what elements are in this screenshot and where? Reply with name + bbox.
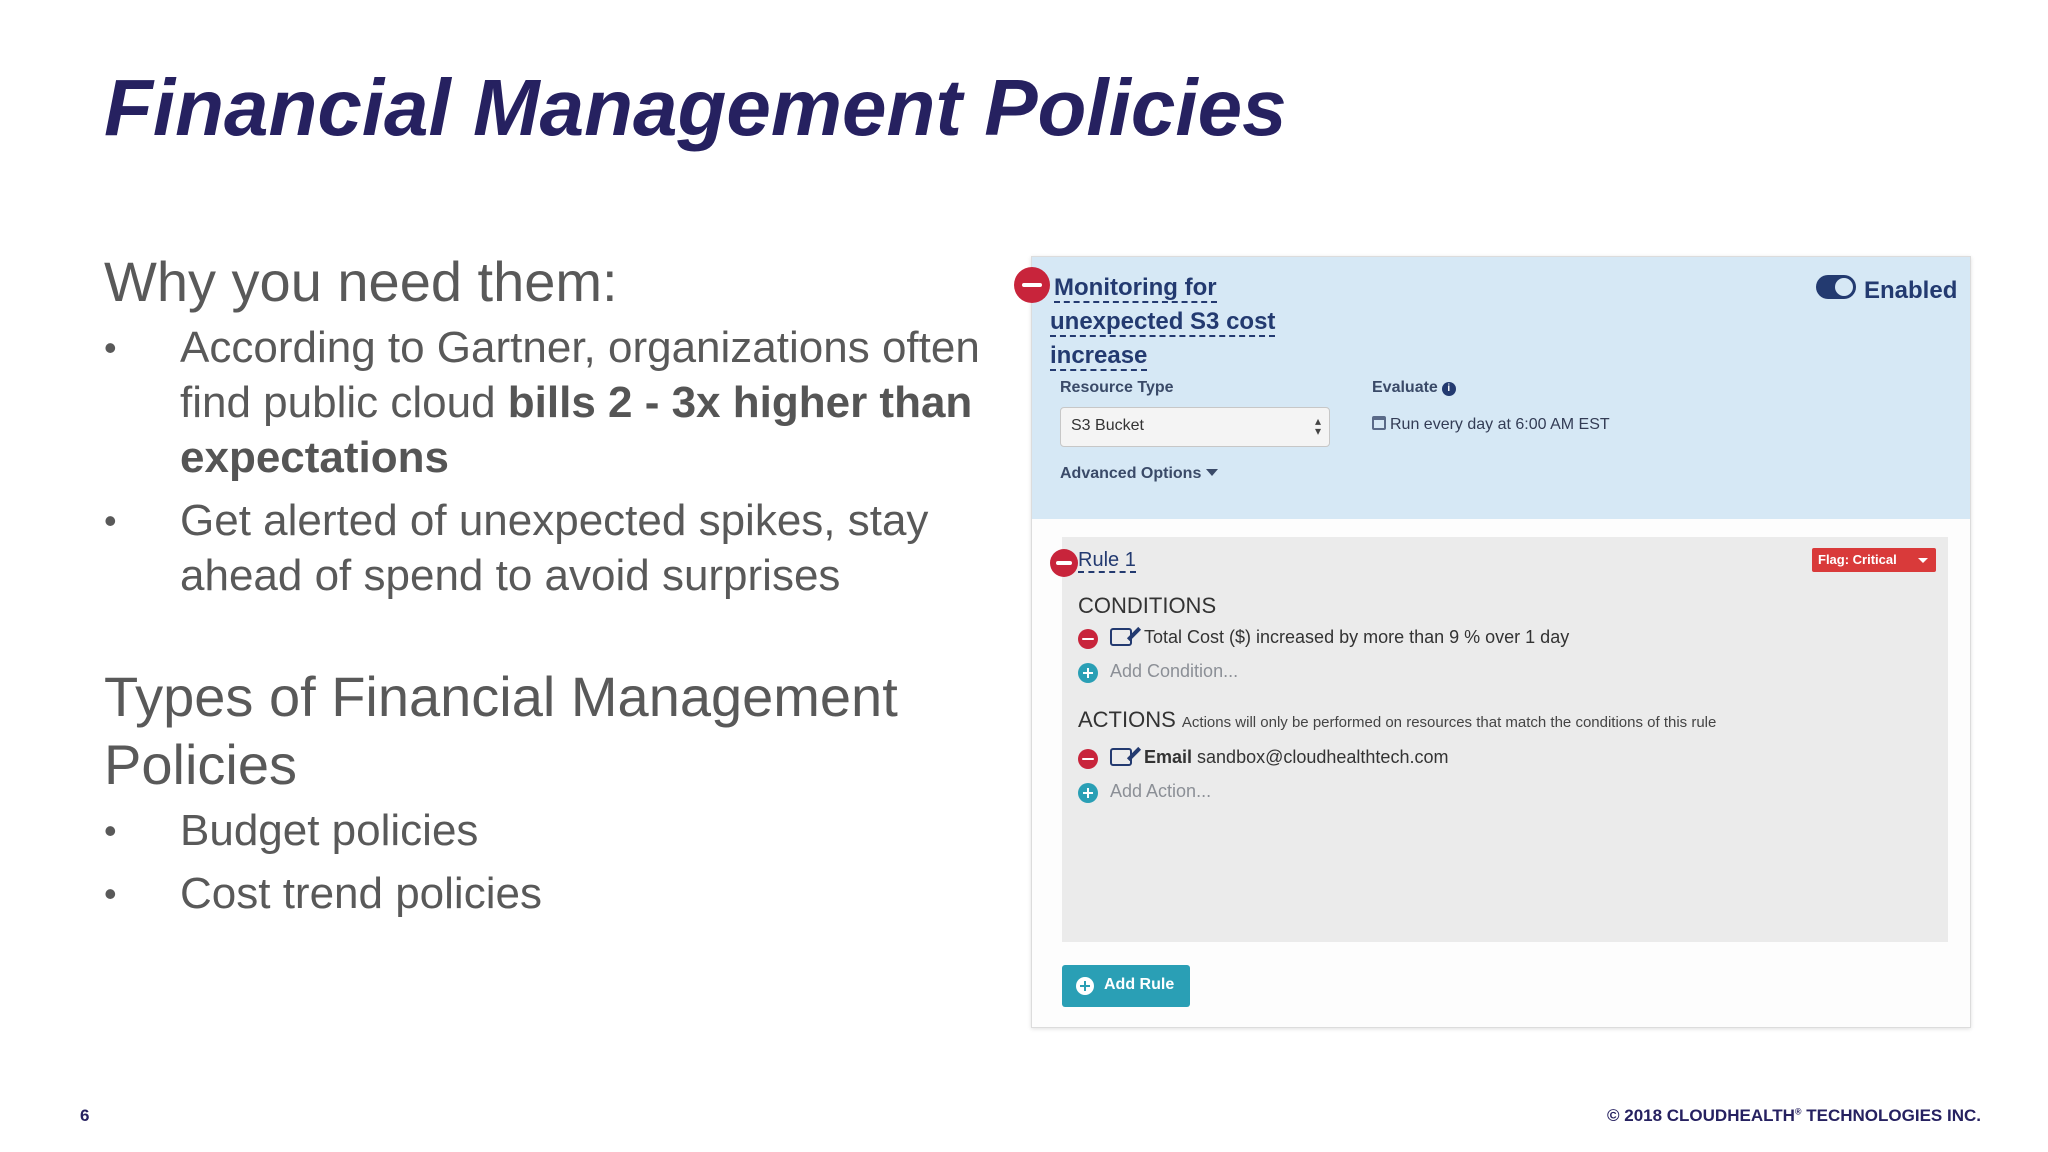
bullet-dot: • <box>104 327 117 368</box>
why-bullets <box>104 320 984 603</box>
info-icon[interactable]: i <box>1442 382 1456 396</box>
slide-title: Financial Management Policies <box>104 63 1287 152</box>
select-arrows-icon: ▴ ▾ <box>1314 414 1321 438</box>
bullet-dot: • <box>104 500 117 541</box>
enabled-toggle[interactable] <box>1816 275 1856 299</box>
bullet-gartner <box>104 320 984 485</box>
policy-header <box>1032 257 1970 519</box>
evaluate-label-wrap <box>1372 379 1456 397</box>
action-value: sandbox@cloudhealthtech.com <box>1192 747 1449 767</box>
page-number: 6 <box>80 1106 90 1125</box>
edit-icon[interactable] <box>1110 748 1132 766</box>
calendar-icon <box>1372 416 1386 430</box>
rule-title-text: Rule 1 <box>1078 549 1136 571</box>
types-heading: Types of Financial Management Policies <box>104 665 898 796</box>
flag-label: Flag: Critical <box>1818 552 1897 567</box>
add-rule-label: Add Rule <box>1104 976 1175 993</box>
actions-note: Actions will only be performed on resources that match the conditions of this rule <box>1181 714 1717 731</box>
policy-title-line1: Monitoring for <box>1054 274 1217 301</box>
evaluate-value: Run every day at 6:00 AM EST <box>1390 416 1610 433</box>
bullet-budget-text: Budget policies <box>180 806 479 855</box>
rule-title[interactable] <box>1078 549 1136 572</box>
copyright-text: © 2018 CLOUDHEALTH <box>1606 1106 1795 1125</box>
policy-title[interactable] <box>1050 271 1290 373</box>
remove-condition-icon[interactable] <box>1078 629 1098 649</box>
bullet-alerts <box>104 493 984 603</box>
bullet-budget <box>104 803 984 858</box>
evaluate-schedule[interactable] <box>1372 416 1610 434</box>
add-action-row[interactable] <box>1078 781 1378 805</box>
flag-dropdown[interactable] <box>1812 548 1936 572</box>
add-action-text: Add Action... <box>1110 781 1212 801</box>
condition-row <box>1078 627 1678 651</box>
policy-title-line3: increase <box>1050 342 1148 369</box>
actions-heading <box>1078 707 1716 733</box>
bullet-gartner-bold: bills 2 - 3x higher than expectations <box>180 378 973 482</box>
remove-rule-icon[interactable] <box>1050 549 1078 577</box>
rule-card <box>1062 537 1948 942</box>
copyright-suffix: TECHNOLOGIES INC. <box>1801 1106 1981 1125</box>
enabled-label: Enabled <box>1864 277 1958 304</box>
bullet-alerts-text: Get alerted of unexpected spikes, stay ahead of spend to avoid surprises <box>180 496 929 600</box>
advanced-options-label: Advanced Options <box>1060 465 1202 482</box>
bullet-gartner-text: According to Gartner, organizations often find public cloud <box>180 323 980 427</box>
registered-mark: ® <box>1794 1106 1802 1117</box>
bullet-cost-trend <box>104 866 984 921</box>
types-bullets <box>104 803 984 921</box>
actions-heading-text: ACTIONS <box>1078 707 1176 732</box>
resource-type-value: S3 Bucket <box>1071 417 1144 434</box>
action-type: Email <box>1144 747 1193 767</box>
edit-icon[interactable] <box>1110 628 1132 646</box>
why-heading: Why you need them: <box>104 250 618 313</box>
remove-policy-icon[interactable] <box>1014 267 1050 303</box>
add-condition-row[interactable] <box>1078 661 1378 685</box>
policy-title-line2: unexpected S3 cost <box>1050 308 1276 335</box>
add-action-icon <box>1078 783 1098 803</box>
copyright <box>1607 1106 1981 1126</box>
action-text <box>1144 747 1448 768</box>
plus-icon <box>1076 977 1094 995</box>
add-condition-text: Add Condition... <box>1110 661 1239 681</box>
caret-down-icon <box>1918 558 1928 563</box>
conditions-heading: CONDITIONS <box>1078 593 1217 618</box>
bullet-dot: • <box>104 873 117 914</box>
resource-type-select[interactable] <box>1060 407 1330 447</box>
slide-body <box>104 248 984 921</box>
policy-screenshot <box>1031 256 1971 1028</box>
add-condition-icon <box>1078 663 1098 683</box>
evaluate-label: Evaluate <box>1372 379 1438 396</box>
condition-text: Total Cost ($) increased by more than 9 % over 1 day <box>1144 627 1570 647</box>
caret-down-icon <box>1206 469 1218 476</box>
bullet-dot: • <box>104 810 117 851</box>
add-rule-button[interactable] <box>1062 965 1190 1007</box>
advanced-options-toggle[interactable] <box>1060 465 1218 483</box>
bullet-cost-trend-text: Cost trend policies <box>180 869 542 918</box>
remove-action-icon[interactable] <box>1078 749 1098 769</box>
action-row <box>1078 747 1578 771</box>
resource-type-label: Resource Type <box>1060 379 1174 396</box>
